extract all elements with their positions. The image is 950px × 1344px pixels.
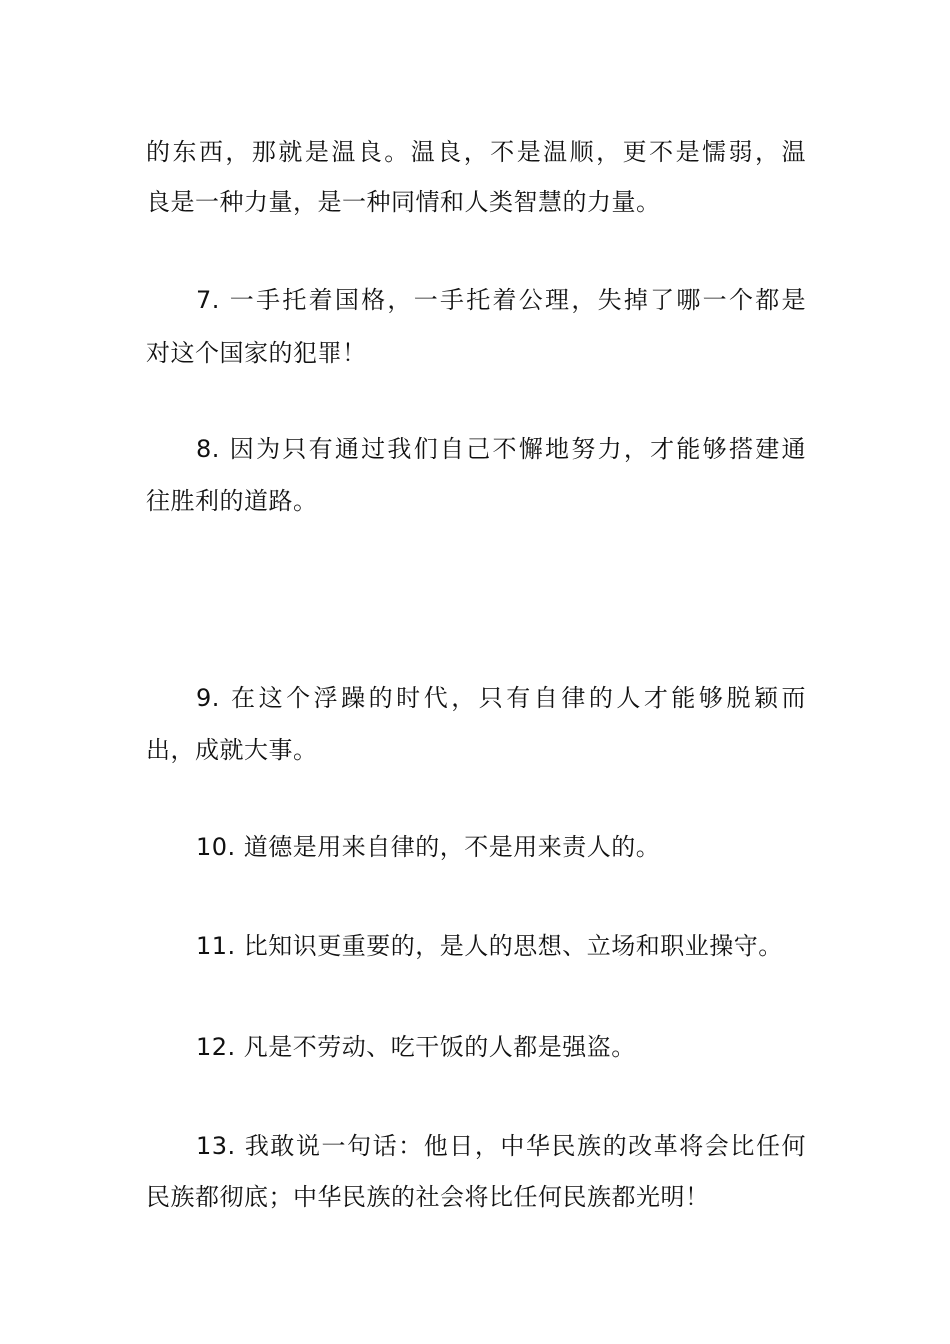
paragraph-6-line-1: 的东西，那就是温良。温良，不是温顺，更不是懦弱，温 bbox=[146, 138, 806, 166]
paragraph-13-line-2: 民族都彻底；中华民族的社会将比任何民族都光明！ bbox=[146, 1183, 710, 1211]
paragraph-9-line-2: 出，成就大事。 bbox=[146, 736, 318, 764]
paragraph-9-line-1: 9. 在这个浮躁的时代，只有自律的人才能够脱颖而 bbox=[196, 684, 806, 712]
paragraph-8-line-1: 8. 因为只有通过我们自己不懈地努力，才能够搭建通 bbox=[196, 435, 806, 463]
paragraph-6-line-2: 良是一种力量，是一种同情和人类智慧的力量。 bbox=[146, 188, 661, 216]
paragraph-10-line-1: 10. 道德是用来自律的，不是用来责人的。 bbox=[196, 833, 661, 861]
paragraph-12-line-1: 12. 凡是不劳动、吃干饭的人都是强盗。 bbox=[196, 1033, 636, 1061]
paragraph-7-line-2: 对这个国家的犯罪！ bbox=[146, 339, 367, 367]
paragraph-7-line-1: 7. 一手托着国格，一手托着公理，失掉了哪一个都是 bbox=[196, 286, 806, 314]
paragraph-11-line-1: 11. 比知识更重要的，是人的思想、立场和职业操守。 bbox=[196, 932, 783, 960]
paragraph-8-line-2: 往胜利的道路。 bbox=[146, 487, 318, 515]
paragraph-13-line-1: 13. 我敢说一句话：他日，中华民族的改革将会比任何 bbox=[196, 1132, 806, 1160]
